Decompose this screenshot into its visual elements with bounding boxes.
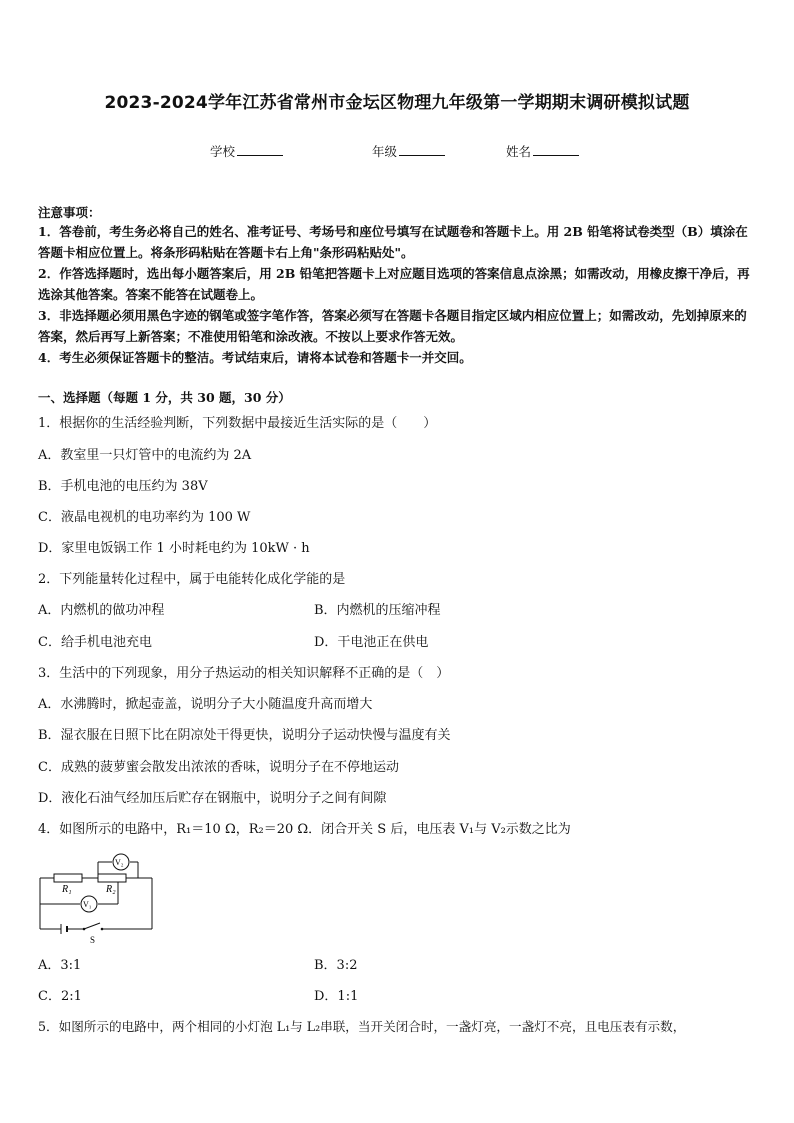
question-option[interactable]: A．内燃机的做功冲程	[38, 603, 165, 618]
switch-icon	[84, 923, 100, 929]
v2-label: V₂	[115, 858, 124, 867]
circuit-diagram	[34, 850, 164, 945]
question-stem: 5．如图所示的电路中，两个相同的小灯泡 L₁与 L₂串联，当开关闭合时，一盏灯亮，一盏灯不亮，且电压表有示数，	[38, 1019, 686, 1034]
switch-icon	[101, 928, 104, 931]
question-option[interactable]: B．手机电池的电压约为 38V	[38, 479, 208, 494]
question-option[interactable]: C．成熟的菠萝蜜会散发出浓浓的香味，说明分子在不停地运动	[38, 760, 399, 775]
question-stem: 3．生活中的下列现象，用分子热运动的相关知识解释不正确的是（ ）	[38, 666, 450, 681]
r2-label: R₂	[106, 884, 116, 895]
question-option[interactable]: A．教室里一只灯管中的电流约为 2A	[38, 448, 252, 463]
question-stem: 2．下列能量转化过程中，属于电能转化成化学能的是	[38, 572, 346, 587]
name-field[interactable]	[506, 142, 579, 160]
question-option[interactable]: B．3:2	[314, 958, 358, 973]
grade-blank[interactable]	[399, 145, 445, 156]
school-label: 学校	[210, 144, 236, 159]
exam-title: 2023-2024学年江苏省常州市金坛区物理九年级第一学期期末调研模拟试题	[104, 93, 690, 113]
resistor-r2	[98, 874, 126, 882]
question-option[interactable]: C．2:1	[38, 989, 82, 1004]
grade-field[interactable]	[372, 142, 445, 160]
section-title: 一、选择题（每题 1 分，共 30 题，30 分）	[38, 390, 291, 405]
question-option[interactable]: A．3:1	[38, 958, 82, 973]
note-item: 3．非选择题必须用黑色字迹的钢笔或签字笔作答，答案必须写在答题卡各题目指定区域内相应位置上；如需改动，先划掉原来的答案，然后再写上新答案；不准使用铅笔和涂改液。不按以上要求作答无效。	[38, 308, 747, 344]
notes-title: 注意事项：	[38, 205, 101, 220]
question-option[interactable]: A．水沸腾时，掀起壶盖，说明分子大小随温度升高而增大	[38, 697, 373, 712]
note-item: 2．作答选择题时，选出每小题答案后，用 2B 铅笔把答题卡上对应题目选项的答案信息点涂黑；如需改动，用橡皮擦干净后，再选涂其他答案。答案不能答在试题卷上。	[38, 266, 750, 302]
question-option[interactable]: D．家里电饭锅工作 1 小时耗电约为 10kW · h	[38, 541, 310, 556]
grade-label: 年级	[372, 144, 398, 159]
note-item: 1．答卷前，考生务必将自己的姓名、准考证号、考场号和座位号填写在试题卷和答题卡上。用 2B 铅笔将试卷类型（B）填涂在答题卡相应位置上。将条形码粘贴在答题卡右上角"条形码粘贴处"。	[38, 224, 748, 260]
question-option[interactable]: B．内燃机的压缩冲程	[314, 603, 441, 618]
switch-label: S	[90, 935, 96, 945]
question-option[interactable]: C．液晶电视机的电功率约为 100 W	[38, 510, 251, 525]
school-field[interactable]	[210, 142, 283, 160]
resistor-r1	[54, 874, 82, 882]
name-label: 姓名	[506, 144, 532, 159]
school-blank[interactable]	[237, 145, 283, 156]
note-item: 4．考生必须保证答题卡的整洁。考试结束后，请将本试卷和答题卡一并交回。	[38, 350, 472, 365]
question-option[interactable]: B．湿衣服在日照下比在阴凉处干得更快，说明分子运动快慢与温度有关	[38, 728, 451, 743]
question-stem: 4．如图所示的电路中，R₁＝10 Ω，R₂＝20 Ω．闭合开关 S 后，电压表 V₁与 V₂示数之比为	[38, 822, 571, 837]
question-option[interactable]: D．液化石油气经加压后贮存在钢瓶中，说明分子之间有间隙	[38, 791, 387, 806]
name-blank[interactable]	[533, 145, 579, 156]
question-option[interactable]: D．干电池正在供电	[314, 635, 429, 650]
question-option[interactable]: C．给手机电池充电	[38, 635, 152, 650]
v1-label: V₁	[83, 900, 92, 909]
question-option[interactable]: D．1:1	[314, 989, 359, 1004]
question-stem: 1．根据你的生活经验判断，下列数据中最接近生活实际的是（ ）	[38, 416, 437, 431]
r1-label: R₁	[62, 884, 72, 895]
